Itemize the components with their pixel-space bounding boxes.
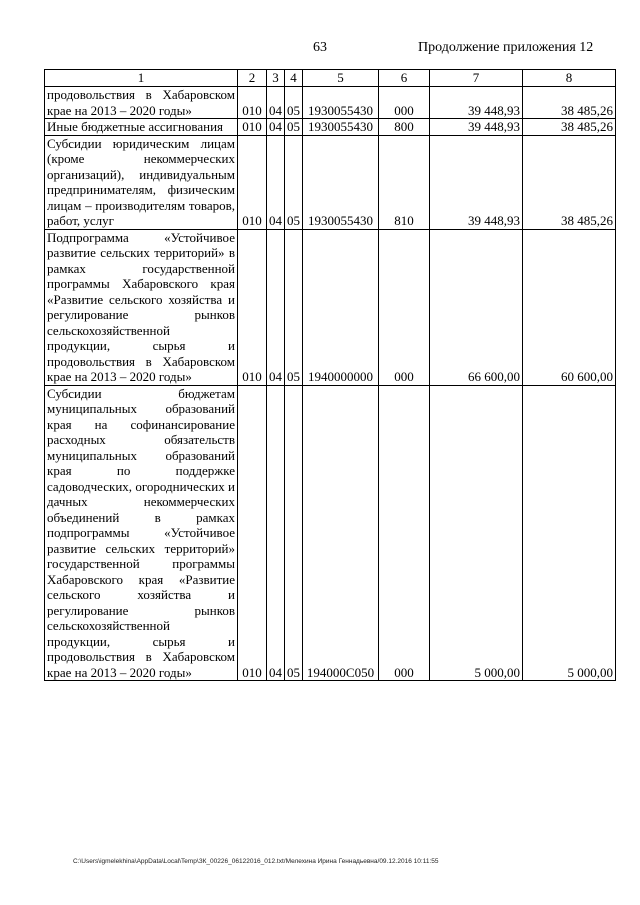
cell-target-item: 1940000000	[303, 229, 379, 385]
row-name: Подпрограмма «Устойчивое развитие сельских территорий» в рамках государственной программы Хабаровского края «Развитие сельского хозяйства и регулирование рынков сельскохозяйственной продукции, сырья и продовольствия в Хабаровском крае на 2013 – 2020 годы»	[45, 229, 238, 385]
table-row	[45, 385, 616, 681]
cell-amount-plan: 39 448,93	[430, 135, 523, 229]
cell-section: 04	[267, 135, 285, 229]
cell-subsection: 05	[285, 119, 303, 136]
table-row	[45, 135, 616, 229]
column-header: 5	[303, 70, 379, 87]
cell-amount-fact: 5 000,00	[523, 385, 616, 681]
cell-section: 04	[267, 229, 285, 385]
cell-target-item: 194000С050	[303, 385, 379, 681]
cell-target-item: 1930055430	[303, 87, 379, 119]
row-name: Иные бюджетные ассигнования	[45, 119, 238, 136]
cell-amount-fact: 38 485,26	[523, 135, 616, 229]
cell-amount-plan: 5 000,00	[430, 385, 523, 681]
cell-expense-type: 000	[379, 229, 430, 385]
column-header: 6	[379, 70, 430, 87]
column-header: 8	[523, 70, 616, 87]
table-row	[45, 87, 616, 119]
cell-code: 010	[238, 135, 267, 229]
cell-section: 04	[267, 385, 285, 681]
table-header-row	[45, 70, 616, 87]
appendix-label: Продолжение приложения 12	[418, 40, 594, 55]
cell-expense-type: 000	[379, 87, 430, 119]
cell-code: 010	[238, 119, 267, 136]
column-header: 1	[45, 70, 238, 87]
cell-section: 04	[267, 119, 285, 136]
cell-amount-fact: 38 485,26	[523, 119, 616, 136]
row-name: продовольствия в Хабаровском крае на 2013 – 2020 годы»	[45, 87, 238, 119]
cell-amount-plan: 39 448,93	[430, 119, 523, 136]
cell-amount-fact: 60 600,00	[523, 229, 616, 385]
cell-amount-plan: 66 600,00	[430, 229, 523, 385]
cell-code: 010	[238, 385, 267, 681]
row-name: Субсидии бюджетам муниципальных образований края на софинансирование расходных обязательств муниципальных образований края по поддержке садоводческих, огороднических и дачных некоммерческих объединений в рамках подпрограммы «Устойчивое развитие сельских территорий» государственной программы Хабаровского края «Развитие сельского хозяйства и регулирование рынков сельскохозяйственной продукции, сырья и продовольствия в Хабаровском крае на 2013 – 2020 годы»	[45, 385, 238, 681]
cell-subsection: 05	[285, 135, 303, 229]
cell-subsection: 05	[285, 229, 303, 385]
budget-table	[44, 69, 616, 681]
table-row	[45, 229, 616, 385]
column-header: 3	[267, 70, 285, 87]
footer-file-path: C:\Users\igmelekhina\AppData\Local\Temp\ЗК_00226_06122016_012.txt/Мелехина Ирина Геннадьевна/09.12.2016 10:11:55	[73, 858, 439, 865]
cell-target-item: 1930055430	[303, 135, 379, 229]
cell-amount-plan: 39 448,93	[430, 87, 523, 119]
cell-expense-type: 000	[379, 385, 430, 681]
cell-subsection: 05	[285, 87, 303, 119]
column-header: 4	[285, 70, 303, 87]
cell-section: 04	[267, 87, 285, 119]
cell-code: 010	[238, 87, 267, 119]
cell-amount-fact: 38 485,26	[523, 87, 616, 119]
row-name: Субсидии юридическим лицам (кроме некоммерческих организаций), индивидуальным предпринимателям, физическим лицам – производителям товаров, работ, услуг	[45, 135, 238, 229]
cell-subsection: 05	[285, 385, 303, 681]
column-header: 2	[238, 70, 267, 87]
page-number: 63	[313, 40, 327, 55]
cell-expense-type: 800	[379, 119, 430, 136]
cell-code: 010	[238, 229, 267, 385]
cell-target-item: 1930055430	[303, 119, 379, 136]
table-row	[45, 119, 616, 136]
cell-expense-type: 810	[379, 135, 430, 229]
column-header: 7	[430, 70, 523, 87]
